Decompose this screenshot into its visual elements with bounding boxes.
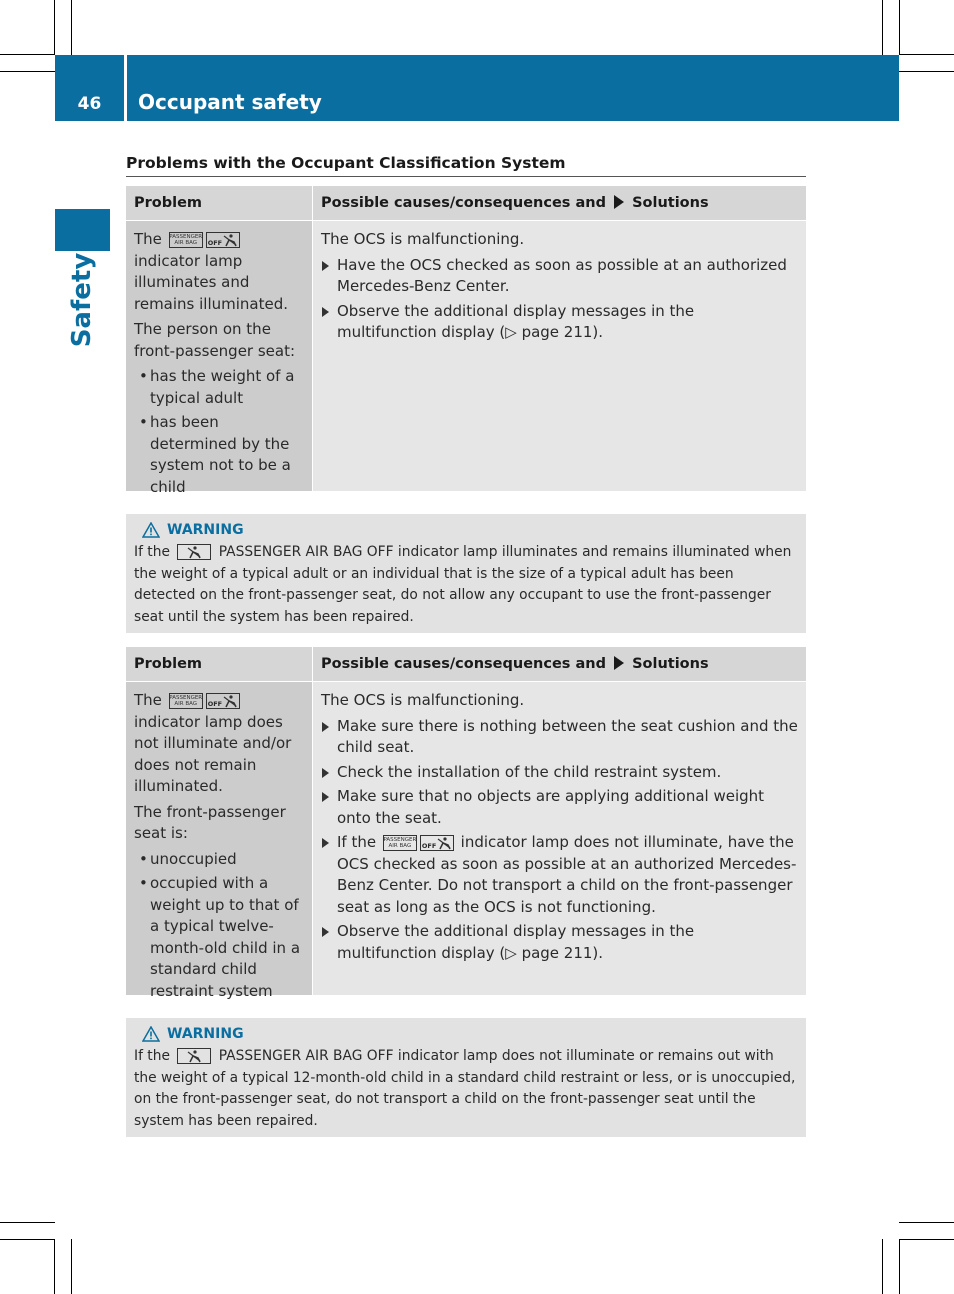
lamp-passenger-text: PASSENGER [169, 694, 203, 701]
solution-steps [321, 716, 798, 965]
arrow-right-icon [614, 195, 624, 209]
list-item [321, 921, 798, 964]
problem-line-2: The person on the front-passenger seat: [134, 320, 296, 360]
page-title: Occupant safety [138, 90, 322, 114]
solution-intro: The OCS is malfunctioning. [321, 691, 525, 709]
list-item [321, 301, 798, 344]
problem-table-2 [126, 647, 806, 1000]
list-item: • has the weight of a typical adult [134, 366, 304, 409]
table-row [126, 220, 806, 496]
list-item: • occupied with a weight up to that of a typical twelve-month-old child in a standard child restraint system [134, 873, 304, 1002]
solution-cell [312, 682, 806, 995]
step-text: Observe the additional display messages in the multifunction display (▷ page 211). [337, 301, 695, 341]
crop-mark [71, 0, 72, 55]
airbag-off-icon [206, 693, 240, 709]
crop-mark [899, 1222, 954, 1223]
crop-mark [899, 0, 900, 55]
problem-cell [126, 682, 312, 1000]
warning-label: WARNING [167, 522, 244, 538]
col-header-causes: Possible causes/consequences and [321, 195, 606, 211]
list-item [321, 762, 798, 784]
passenger-airbag-icon [169, 693, 203, 709]
airbag-off-icon [177, 1048, 211, 1064]
warning-body: PASSENGER AIR BAG OFF indicator lamp illuminates and remains illuminated when the weight of a typical adult or an individual that is the size of a typical adult has been detected on the front-passenger seat, do not allow any occupant to use the front-passenger seat until the system has been repaired. [134, 544, 792, 625]
crop-mark [71, 1239, 72, 1294]
crop-mark [899, 1239, 954, 1240]
table-header [126, 186, 806, 220]
warning-triangle-icon [142, 522, 160, 538]
step-text: Observe the additional display messages in the multifunction display (▷ page 211). [337, 922, 695, 962]
problem-post-text: indicator lamp does not illuminate and/or does not remain illuminated. [134, 712, 292, 795]
warning-text [134, 542, 798, 628]
crop-mark [899, 1239, 900, 1294]
arrow-right-icon [614, 656, 624, 670]
solution-steps [321, 255, 798, 344]
step-text: Make sure there is nothing between the seat cushion and the child seat. [337, 716, 798, 756]
airbag-off-icon [420, 835, 454, 851]
problem-pre-text: The [134, 230, 162, 248]
col-header-solutions-label: Solutions [632, 195, 709, 211]
lamp-passenger-text: PASSENGER [169, 233, 203, 240]
problem-cell [126, 221, 312, 496]
section-rule [126, 176, 806, 177]
list-item [321, 255, 798, 298]
col-header-problem: Problem [134, 656, 203, 672]
passenger-airbag-off-lamp-icon [383, 835, 454, 851]
step-text: indicator lamp does not illuminate, have the OCS checked as soon as possible at an authorized Mercedes-Benz Center. Do not transport a child on the front-passenger seat as long as the OCS is not functioning. [337, 833, 797, 916]
crop-mark [0, 1222, 55, 1223]
crop-mark [0, 1239, 55, 1240]
list-item: • unoccupied [134, 849, 304, 871]
problem-description [134, 690, 304, 798]
list-item [321, 832, 798, 918]
airbag-off-icon [206, 232, 240, 248]
lamp-off-text: OFF [207, 238, 223, 247]
crop-mark [882, 1239, 883, 1294]
passenger-airbag-off-lamp-icon [169, 693, 240, 709]
side-tab-label: Safety [67, 252, 97, 348]
problem-pre-text: The [134, 691, 162, 709]
warning-header [142, 520, 798, 540]
step-arrow-icon [322, 722, 329, 732]
step-text: Make sure that no objects are applying additional weight onto the seat. [337, 787, 765, 827]
crop-mark [54, 0, 55, 55]
lamp-passenger-text: PASSENGER [383, 836, 417, 843]
problem-bullets [134, 849, 304, 1003]
crop-mark [0, 71, 55, 72]
lamp-airbag-text: AIR BAG [174, 700, 198, 707]
warning-triangle-icon [142, 1026, 160, 1042]
warning-header [142, 1024, 798, 1044]
crop-mark [882, 0, 883, 55]
problem-line-2: The front-passenger seat is: [134, 802, 286, 842]
col-header-problem: Problem [134, 195, 203, 211]
warning-box-1 [126, 514, 806, 633]
step-arrow-icon [322, 927, 329, 937]
lamp-off-text: OFF [421, 841, 437, 850]
step-pre-text: If the [337, 833, 377, 851]
side-tab-marker [55, 209, 110, 251]
page-number: 46 [77, 94, 102, 114]
lamp-off-text: OFF [207, 699, 223, 708]
list-item: • has been determined by the system not to be a child [134, 412, 304, 498]
solution-cell [312, 221, 806, 491]
list-item [321, 716, 798, 759]
passenger-airbag-icon [169, 232, 203, 248]
step-arrow-icon [322, 838, 329, 848]
warning-text [134, 1046, 798, 1132]
problem-description [134, 229, 304, 315]
table-header [126, 647, 806, 681]
passenger-airbag-icon [383, 835, 417, 851]
crop-mark [0, 54, 55, 55]
step-text: Have the OCS checked as soon as possible at an authorized Mercedes-Benz Center. [337, 255, 787, 295]
step-text: Check the installation of the child restraint system. [337, 762, 722, 781]
section-title: Problems with the Occupant Classification System [126, 154, 566, 172]
crop-mark [899, 54, 954, 55]
problem-table-1 [126, 186, 806, 496]
header-divider [124, 55, 127, 121]
warning-label: WARNING [167, 1026, 244, 1042]
col-header-solutions [312, 647, 806, 681]
lamp-airbag-text: AIR BAG [388, 842, 412, 849]
problem-post-text: indicator lamp illuminates and remains illuminated. [134, 251, 289, 313]
passenger-airbag-off-lamp-icon [169, 232, 240, 248]
col-header-solutions [312, 186, 806, 220]
problem-bullets [134, 366, 304, 498]
crop-mark [899, 71, 954, 72]
step-arrow-icon [322, 792, 329, 802]
warning-pre-text: If the [134, 1048, 170, 1064]
crop-mark [54, 1239, 55, 1294]
warning-pre-text: If the [134, 544, 170, 560]
warning-box-2 [126, 1018, 806, 1137]
col-header-causes: Possible causes/consequences and [321, 656, 606, 672]
airbag-off-icon [177, 544, 211, 560]
step-arrow-icon [322, 307, 329, 317]
step-arrow-icon [322, 261, 329, 271]
table-row [126, 681, 806, 1000]
step-arrow-icon [322, 768, 329, 778]
lamp-airbag-text: AIR BAG [174, 239, 198, 246]
list-item [321, 786, 798, 829]
solution-intro: The OCS is malfunctioning. [321, 230, 525, 248]
col-header-solutions-label: Solutions [632, 656, 709, 672]
warning-body: PASSENGER AIR BAG OFF indicator lamp does not illuminate or remains out with the weight of a typical 12-month-old child in a standard child restraint or less, or is unoccupied, on the front-passenger seat, do not transport a child on the front-passenger seat until the system has been repaired. [134, 1048, 796, 1129]
